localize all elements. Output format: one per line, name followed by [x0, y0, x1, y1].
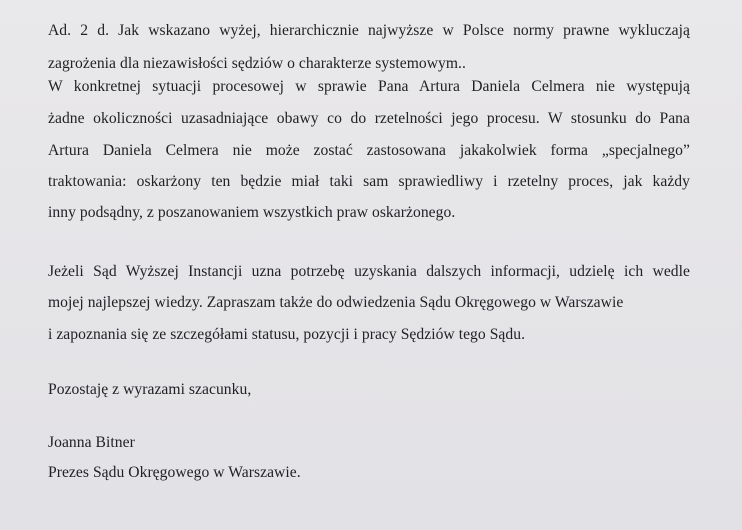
- paragraph-2-line-5: inny podsądny, z poszanowaniem wszystkich praw oskarżonego.: [48, 204, 456, 221]
- paragraph-1-line-2: zagrożenia dla niezawisłości sędziów o charakterze systemowym..: [48, 55, 466, 72]
- signature-title: Prezes Sądu Okręgowego w Warszawie.: [48, 464, 301, 481]
- paragraph-2-line-4: traktowania: oskarżony ten będzie miał taki sam sprawiedliwy i rzetelny proces, jak każdy: [48, 173, 690, 190]
- paragraph-3-line-1: Jeżeli Sąd Wyższej Instancji uzna potrzebę uzyskania dalszych informacji, udzielę ich wedle: [48, 263, 690, 280]
- closing-line: Pozostaję z wyrazami szacunku,: [48, 381, 252, 398]
- paragraph-3-line-2: mojej najlepszej wiedzy. Zapraszam także do odwiedzenia Sądu Okręgowego w Warszawie: [48, 294, 624, 311]
- paragraph-2-line-1: W konkretnej sytuacji procesowej w sprawie Pana Artura Daniela Celmera nie występują: [48, 78, 690, 95]
- paragraph-2-line-2: żadne okoliczności uzasadniające obawy co do rzetelności jego procesu. W stosunku do Pana: [48, 110, 690, 127]
- signature-name: Joanna Bitner: [48, 434, 135, 451]
- paragraph-3-line-3: i zapoznania się ze szczegółami statusu, pozycji i pracy Sędziów tego Sądu.: [48, 326, 526, 343]
- paragraph-1-line-1: Ad. 2 d. Jak wskazano wyżej, hierarchicznie najwyższe w Polsce normy prawne wykluczają: [48, 22, 690, 39]
- paragraph-2-line-3: Artura Daniela Celmera nie może zostać zastosowana jakakolwiek forma „specjalnego”: [48, 142, 690, 159]
